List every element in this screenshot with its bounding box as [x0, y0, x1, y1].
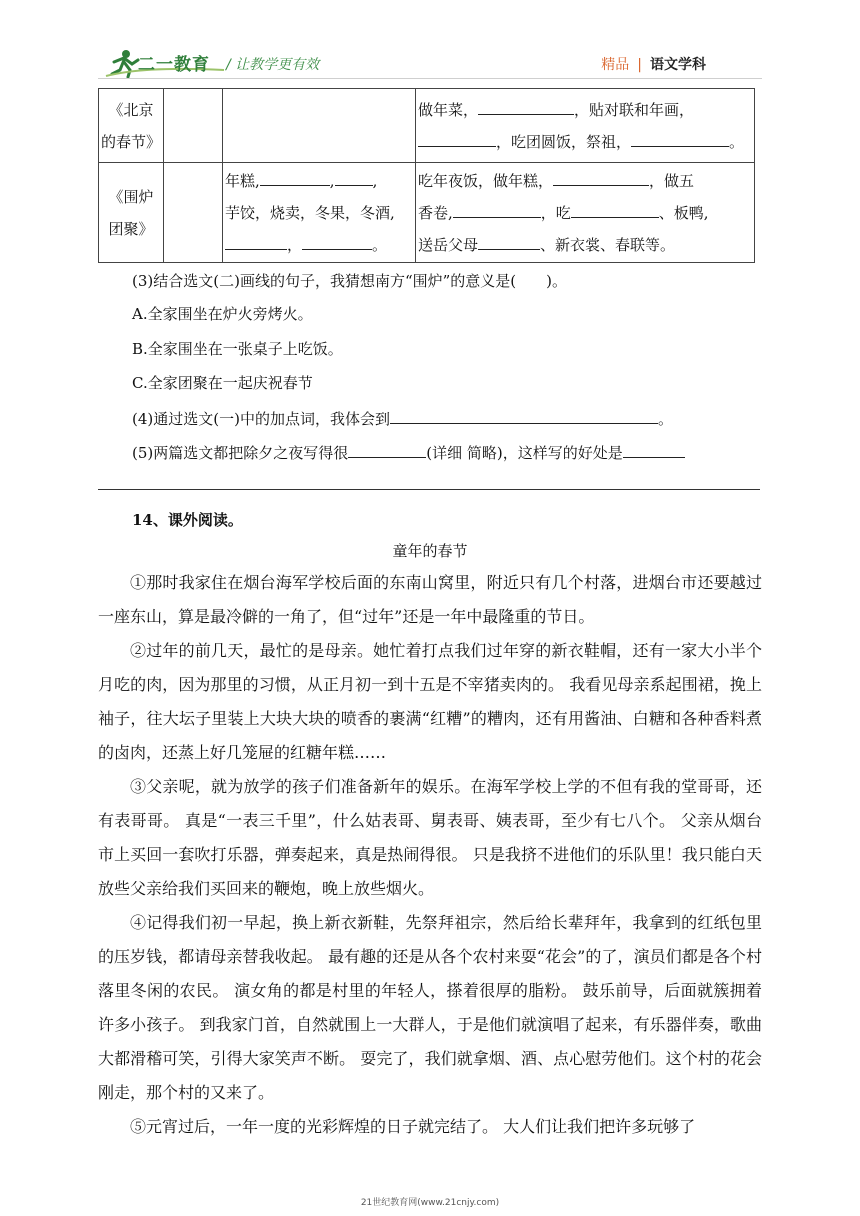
option-c[interactable]: C.全家团聚在一起庆祝春节: [132, 374, 313, 392]
option-b[interactable]: B.全家围坐在一张桌子上吃饭。: [132, 340, 343, 358]
section-heading: 14、课外阅读。: [132, 511, 243, 529]
answer-blank[interactable]: [390, 407, 658, 424]
option-a[interactable]: A.全家围坐在炉火旁烤火。: [132, 305, 313, 323]
header-separator: |: [637, 57, 642, 73]
page-footer: 21世纪教育网(www.21cnjy.com): [360, 1198, 500, 1208]
paragraph: ②过年的前几天，最忙的是母亲。她忙着打点我们过年穿的新衣鞋帽，还有一家大小半个月吃的肉，因为那里的习惯，从正月初一到十五是不宰猪卖肉的。 我看见母亲系起围裙，挽上袖子，往大坛子里装上大块大块的喷香的裹满“红糟”的糟肉，还有用酱油、白糖和各种香料煮的卤肉，还蒸上好几笼屉的红糖年糕……: [98, 641, 762, 762]
answer-blank[interactable]: [335, 169, 373, 186]
article-title: 童年的春节: [392, 542, 468, 560]
table-cell-empty: [164, 89, 223, 163]
paragraph: ③父亲呢，就为放学的孩子们准备新年的娱乐。在海军学校上学的不但有我的堂哥哥，还有表哥哥。 真是“一表三千里”，什么姑表哥、舅表哥、姨表哥，至少有七八个。 父亲从烟台市上买回一套吹打乐器，弹奏起来，真是热闹得很。 只是我挤不进他们的乐队里！我只能白天放些父亲给我们买回来的鞭炮，晚上放些烟火。: [98, 777, 762, 898]
cell-line: 芋饺，烧卖，冬果，冬酒,: [225, 203, 395, 222]
header-subject: [601, 54, 706, 74]
section-divider: [98, 489, 760, 490]
page-header: [98, 44, 762, 80]
question-3: (3)结合选文(二)画线的句子，我猜想南方“围炉”的意义是( )。: [132, 272, 567, 290]
cell-text: 《北京: [108, 100, 154, 119]
cell-text: 团聚》: [108, 219, 154, 238]
subject-label: 语文学科: [650, 57, 706, 73]
slogan: / 让教学更有效: [226, 57, 320, 73]
cell-line: 做年菜， ，贴对联和年画，: [418, 94, 754, 126]
table-row: [99, 163, 755, 263]
question-4: (4)通过选文(一)中的加点词，我体会到 。: [132, 407, 673, 429]
answer-blank[interactable]: [418, 130, 496, 147]
answer-blank[interactable]: [225, 233, 287, 250]
cell-line: ， 。: [225, 229, 415, 261]
answer-blank[interactable]: [478, 233, 540, 250]
table-cell-answers: [416, 89, 755, 163]
premium-label: 精品: [601, 57, 630, 73]
cell-text: 的春节》: [100, 132, 161, 151]
paragraph: ①那时我家住在烟台海军学校后面的东南山窝里，附近只有几个村落，进烟台市还要越过一座东山，算是最冷僻的一角了，但“过年”还是一年中最隆重的节日。: [98, 573, 762, 626]
cell-line: 吃年夜饭，做年糕， ，做五: [418, 165, 754, 197]
table-cell-title: [99, 89, 164, 163]
table-cell-empty: [164, 163, 223, 263]
answer-blank[interactable]: [571, 201, 659, 218]
cell-text: 《围炉: [108, 187, 154, 206]
header-divider: [98, 78, 762, 79]
table-row: [99, 89, 755, 163]
question-5: (5)两篇选文都把除夕之夜写得很 (详细 简略)，这样写的好处是: [132, 441, 685, 463]
paragraph: ⑤元宵过后，一年一度的光彩辉煌的日子就完结了。 大人们让我们把许多玩够了: [130, 1117, 696, 1136]
answer-blank[interactable]: [478, 98, 574, 115]
answer-blank[interactable]: [623, 441, 685, 458]
answer-blank[interactable]: [260, 169, 330, 186]
table-cell-answers: [416, 163, 755, 263]
answer-blank[interactable]: [631, 130, 729, 147]
paragraph: ④记得我们初一早起，换上新衣新鞋，先祭拜祖宗，然后给长辈拜年，我拿到的红纸包里的压岁钱，都请母亲替我收起。 最有趣的还是从各个农村来耍“花会”的了，演员们都是各个村落里冬闲的农民。 演女角的都是村里的年轻人，搽着很厚的脂粉。 鼓乐前导，后面就簇拥着许多小孩子。 到我家门首，自然就围上一大群人，于是他们就演唱了起来，有乐器伴奏，歌曲大都滑稽可笑，引得大家笑声不断。 耍完了，我们就拿烟、酒、点心慰劳他们。这个村的花会刚走，那个村的又来了。: [98, 913, 762, 1102]
table-cell-answers: [223, 163, 416, 263]
logo-text: 二一教育: [138, 55, 210, 75]
cell-line: 送岳父母 、新衣裳、春联等。: [418, 229, 754, 261]
answer-blank[interactable]: [348, 441, 426, 458]
table-cell-title: [99, 163, 164, 263]
cell-line: 香卷, ，吃 、板鸭,: [418, 197, 754, 229]
cell-line: 年糕, , ,: [225, 165, 415, 197]
cell-line: ，吃团圆饭，祭祖， 。: [418, 126, 754, 158]
comparison-table: [98, 88, 755, 263]
table-cell-empty: [223, 89, 416, 163]
answer-blank[interactable]: [302, 233, 372, 250]
answer-blank[interactable]: [453, 201, 541, 218]
answer-blank[interactable]: [553, 169, 649, 186]
